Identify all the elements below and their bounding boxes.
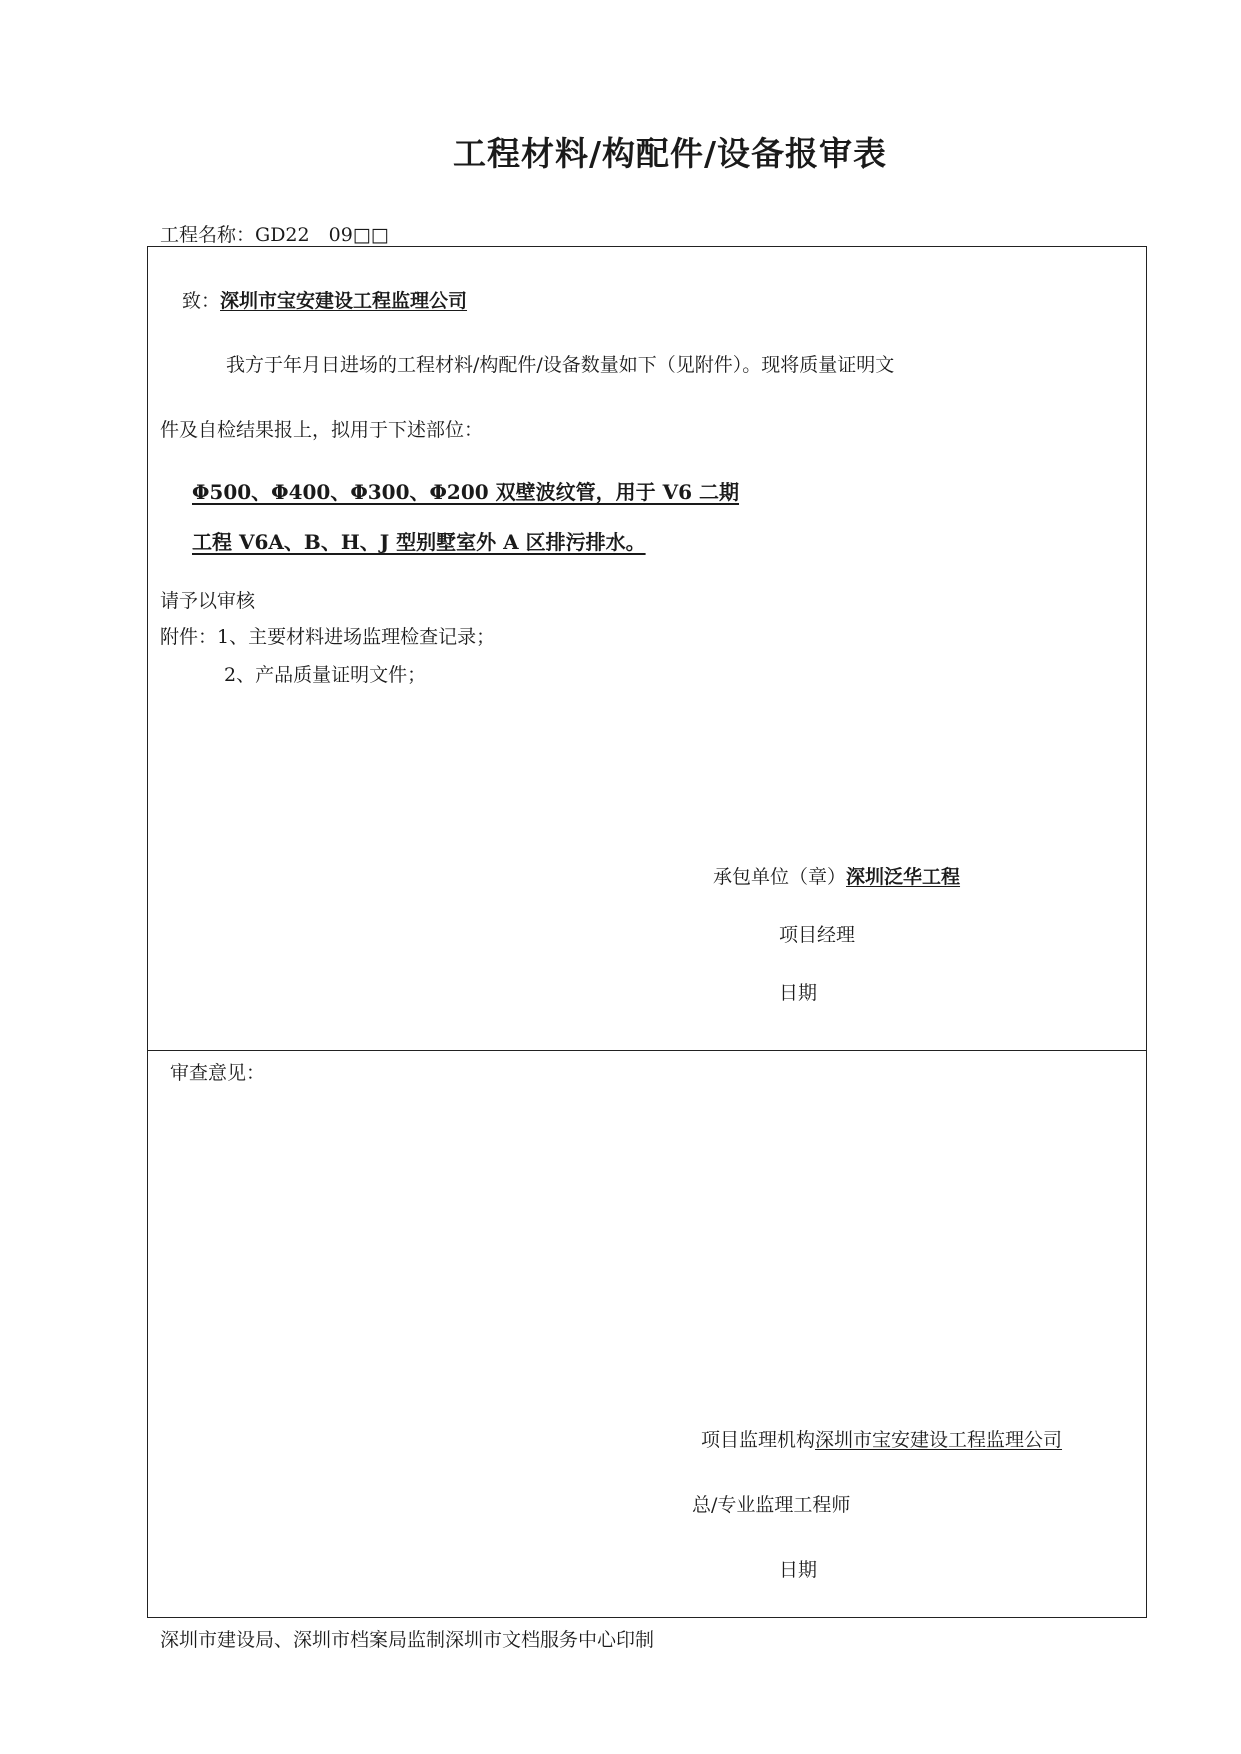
addressee-prefix: 致： (182, 290, 221, 312)
addressee-row (182, 286, 467, 313)
review-opinion-label: 审查意见： (170, 1062, 266, 1084)
supervision-org-row (701, 1425, 1062, 1452)
attachment-line-1: 附件：1、主要材料进场监理检查记录； (160, 626, 496, 648)
page-title: 工程材料/构配件/设备报审表 (452, 134, 888, 173)
addressee-company: 深圳市宝安建设工程监理公司 (220, 290, 468, 312)
project-manager-label: 项目经理 (779, 924, 856, 946)
contractor-name: 深圳泛华工程 (846, 866, 961, 888)
usage-line-1: Φ500、Φ400、Φ300、Φ200 双壁波纹管，用于 V6 二期 (192, 480, 740, 504)
request-text: 请予以审核 (160, 590, 256, 612)
supervision-org-name: 深圳市宝安建设工程监理公司 (815, 1429, 1063, 1451)
contractor-row (713, 862, 960, 889)
review-section (147, 1050, 1147, 1618)
attachment-line-2: 2、产品质量证明文件； (224, 664, 427, 686)
usage-line-2: 工程 V6A、B、H、J 型别墅室外 A 区排污排水。 (192, 530, 646, 554)
contractor-label: 承包单位（章） (713, 866, 847, 888)
footer-printer-note: 深圳市建设局、深圳市档案局监制深圳市文档服务中心印制 (160, 1629, 655, 1651)
submission-date-label: 日期 (779, 982, 818, 1004)
project-name-value: GD22 09□□ (255, 224, 389, 246)
chief-engineer-label: 总/专业监理工程师 (692, 1494, 851, 1516)
project-name-row (160, 220, 389, 247)
supervision-org-label: 项目监理机构 (701, 1429, 816, 1451)
paragraph-line-2: 件及自检结果报上，拟用于下述部位： (160, 419, 484, 441)
review-date-label: 日期 (779, 1559, 818, 1581)
paragraph-line-1: 我方于年月日进场的工程材料/构配件/设备数量如下（见附件）。现将质量证明文 (226, 354, 895, 376)
project-name-label: 工程名称： (160, 224, 256, 246)
